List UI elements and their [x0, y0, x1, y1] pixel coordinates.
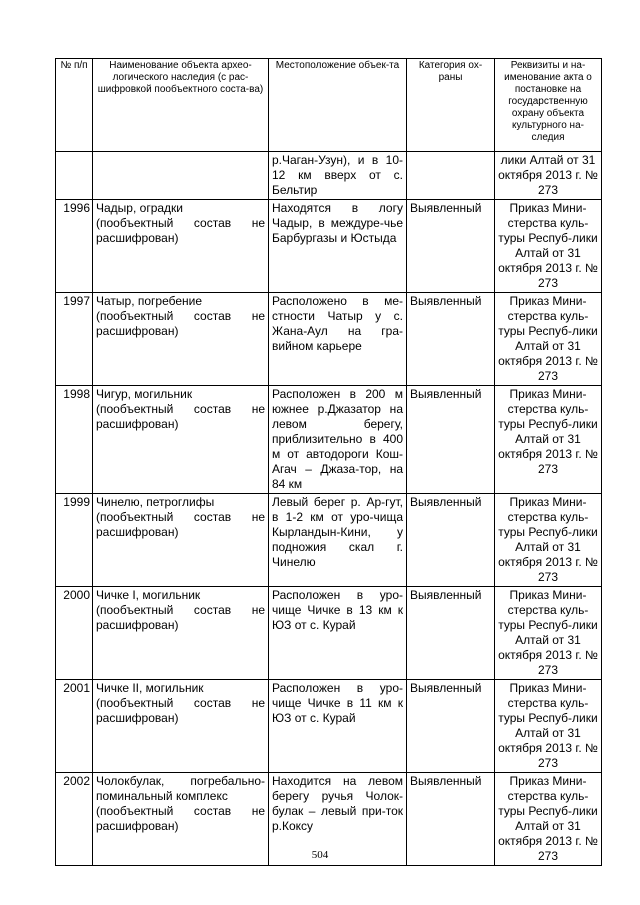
row-number: 2002	[56, 773, 93, 866]
object-note: (пообъектный состав не расшифрован)	[96, 696, 265, 725]
act-cell	[495, 680, 602, 773]
table-row	[56, 200, 602, 293]
act-cell	[495, 200, 602, 293]
object-note: (пообъектный состав не расшифрован)	[96, 216, 265, 245]
location-text: р.Чаган-Узун), и в 10-12 км вверх от с. Бельтир	[272, 153, 403, 197]
object-name-cell	[93, 293, 269, 386]
object-name-cell	[93, 587, 269, 680]
category-cell	[407, 152, 495, 200]
row-number	[56, 152, 93, 200]
row-number: 1996	[56, 200, 93, 293]
act-text: Приказ Мини-стерства куль-туры Респуб-лики Алтай от 31 октября 2013 г. № 273	[498, 681, 598, 770]
object-name-cell	[93, 494, 269, 587]
act-text: Приказ Мини-стерства куль-туры Респуб-лики Алтай от 31 октября 2013 г. № 273	[498, 201, 598, 290]
object-note: (пообъектный состав не расшифрован)	[96, 603, 265, 632]
page-number: 504	[311, 849, 329, 861]
header-category: Категория ох-раны	[407, 59, 495, 152]
row-number: 1999	[56, 494, 93, 587]
row-number: 1998	[56, 386, 93, 494]
category-cell: Выявленный	[407, 386, 495, 494]
object-name-cell	[93, 152, 269, 200]
object-note: (пообъектный состав не расшифрован)	[96, 309, 265, 338]
category-cell: Выявленный	[407, 680, 495, 773]
location-text: Расположен в уро-чище Чичке в 11 км к ЮЗ от с. Курай	[272, 681, 403, 725]
object-title: Чатыр, погребение	[96, 294, 203, 308]
category-cell: Выявленный	[407, 494, 495, 587]
act-text: Приказ Мини-стерства куль-туры Респуб-лики Алтай от 31 октября 2013 г. № 273	[498, 495, 598, 584]
act-text: Приказ Мини-стерства куль-туры Респуб-лики Алтай от 31 октября 2013 г. № 273	[498, 294, 598, 383]
category-cell: Выявленный	[407, 773, 495, 866]
object-title: Чадыр, оградки	[96, 201, 183, 215]
act-cell	[495, 587, 602, 680]
table-row	[56, 680, 602, 773]
act-text: Приказ Мини-стерства куль-туры Респуб-лики Алтай от 31 октября 2013 г. № 273	[498, 588, 598, 677]
location-text: Находится на левом берегу ручья Чолок-булак – левый при-ток р.Коксу	[272, 774, 403, 833]
act-text: лики Алтай от 31 октября 2013 г. № 273	[498, 153, 598, 197]
object-note: (пообъектный состав не расшифрован)	[96, 510, 265, 539]
category-cell: Выявленный	[407, 587, 495, 680]
location-text: Левый берег р. Ар-гут, в 1-2 км от уро-чища Кырландын-Кини, у подножия скал г. Чинелю	[272, 495, 403, 569]
object-title: Чигур, могильник	[96, 387, 193, 401]
object-name-cell	[93, 680, 269, 773]
object-title: Чичке I, могильник	[96, 588, 201, 602]
table-row	[56, 494, 602, 587]
location-cell	[269, 152, 407, 200]
object-title: Чичке II, могильник	[96, 681, 204, 695]
row-number: 2001	[56, 680, 93, 773]
category-cell: Выявленный	[407, 200, 495, 293]
table-row	[56, 587, 602, 680]
object-name-cell	[93, 200, 269, 293]
header-location: Местоположение объек-та	[269, 59, 407, 152]
category-cell: Выявленный	[407, 293, 495, 386]
location-text: Расположен в 200 м южнее р.Джазатор на левом берегу, приблизительно в 400 м от автодороги Кош-Агач – Джаза-тор, на 84 км	[272, 387, 403, 491]
object-title: Чинелю, петроглифы	[96, 495, 215, 509]
location-cell	[269, 680, 407, 773]
row-number: 1997	[56, 293, 93, 386]
row-number: 2000	[56, 587, 93, 680]
location-text: Расположен в уро-чище Чичке в 13 км к ЮЗ от с. Курай	[272, 588, 403, 632]
location-cell	[269, 587, 407, 680]
object-note: (пообъектный состав не расшифрован)	[96, 402, 265, 431]
location-cell	[269, 494, 407, 587]
location-text: Находятся в логу Чадыр, в междуре-чье Барбургазы и Юстыда	[272, 201, 403, 245]
header-object-name: Наименование объекта архео-логического наследия (с рас-шифровкой пообъектного соста-ва)	[93, 59, 269, 152]
act-cell	[495, 386, 602, 494]
act-cell	[495, 293, 602, 386]
location-cell	[269, 293, 407, 386]
location-text: Расположено в ме-стности Чатыр у с. Жана-Аул на гра-вийном карьере	[272, 294, 403, 353]
act-text: Приказ Мини-стерства куль-туры Респуб-лики Алтай от 31 октября 2013 г. № 273	[498, 774, 598, 863]
act-text: Приказ Мини-стерства куль-туры Респуб-лики Алтай от 31 октября 2013 г. № 273	[498, 387, 598, 476]
location-cell	[269, 200, 407, 293]
table-row	[56, 152, 602, 200]
table-header-row	[56, 59, 602, 152]
table-row	[56, 293, 602, 386]
heritage-registry-table	[55, 58, 602, 866]
act-cell	[495, 152, 602, 200]
location-cell	[269, 386, 407, 494]
header-number: № п/п	[56, 59, 93, 152]
table-row	[56, 386, 602, 494]
object-title: Чолокбулак, погребально-поминальный комплекс	[96, 774, 265, 803]
object-note: (пообъектный состав не расшифрован)	[96, 804, 265, 833]
act-cell	[495, 494, 602, 587]
header-act-details: Реквизиты и на-именование акта о постановке на государственную охрану объекта культурного на-следия	[495, 59, 602, 152]
object-name-cell	[93, 386, 269, 494]
